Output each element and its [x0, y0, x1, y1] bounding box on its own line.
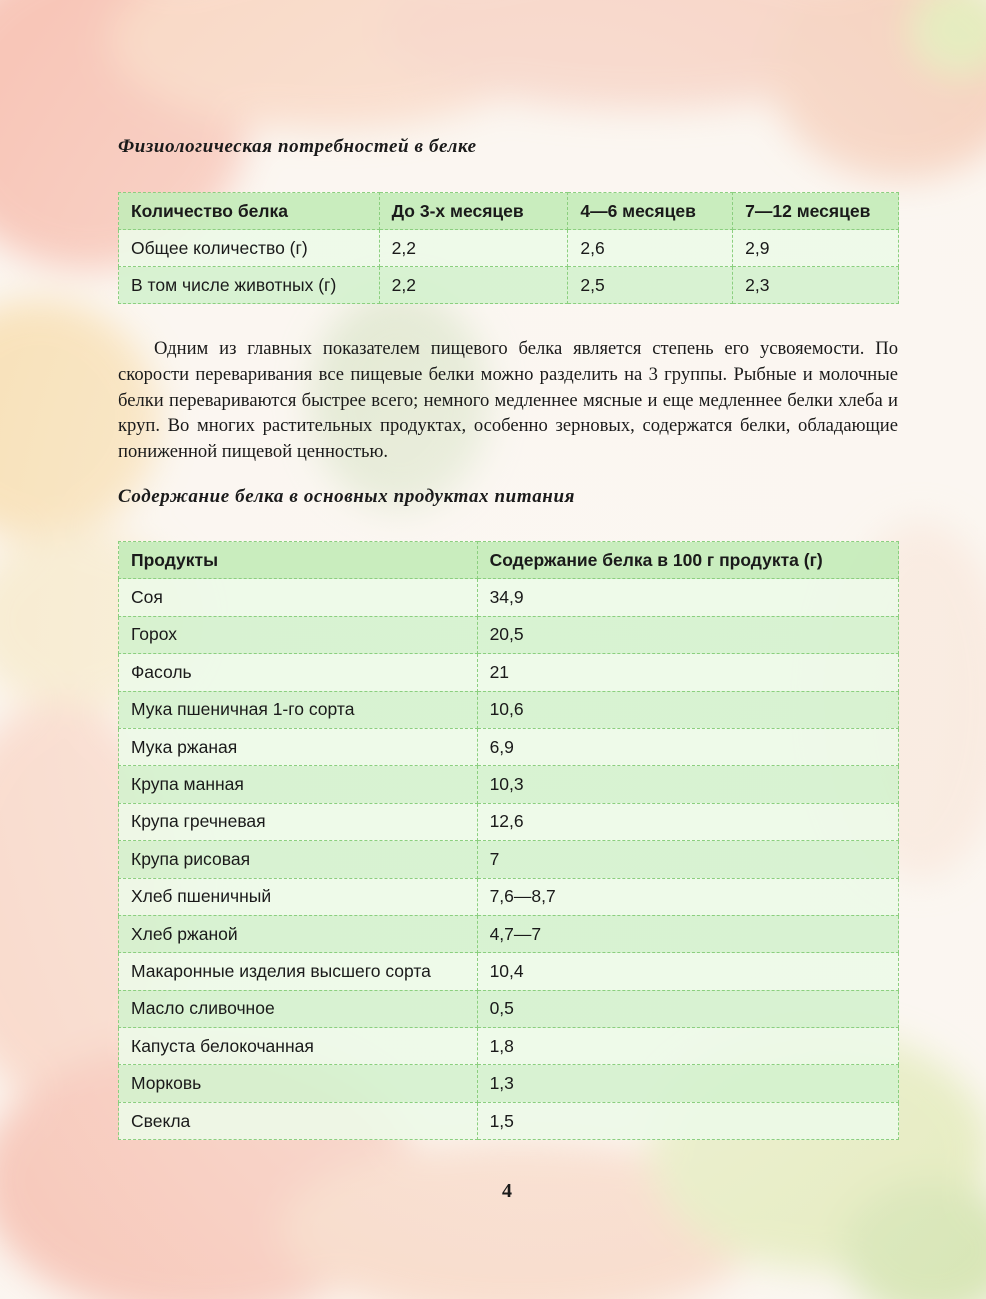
table-cell: 2,2	[379, 267, 568, 304]
column-header: Количество белка	[119, 193, 380, 230]
table-cell: 1,3	[477, 1065, 898, 1102]
table-cell: 1,8	[477, 1028, 898, 1065]
table-cell: 21	[477, 654, 898, 691]
table-cell: 7,6—8,7	[477, 878, 898, 915]
table-cell: 1,5	[477, 1102, 898, 1139]
table-row	[119, 691, 899, 728]
table-row	[119, 953, 899, 990]
table-cell: 10,3	[477, 766, 898, 803]
column-header: Продукты	[119, 542, 478, 579]
table-row	[119, 803, 899, 840]
table-cell: Фасоль	[119, 654, 478, 691]
table-cell: Мука ржаная	[119, 728, 478, 765]
column-header: 4—6 месяцев	[568, 193, 733, 230]
table-row	[119, 1028, 899, 1065]
table-row	[119, 267, 899, 304]
body-paragraph: Одним из главных показателем пищевого белка является степень его усвояемости. По скорости переваривания все пищевые белки можно разделить на 3 группы. Рыбные и молочные белки перевариваются быстрее всего; немного медленнее мясные и еще медленнее белки хлеба и круп. Во многих растительных продуктах, особенно зерновых, содержатся белки, обладающие пониженной пищевой ценностью.	[118, 338, 898, 463]
protein-needs-table	[118, 192, 899, 304]
table-cell: 34,9	[477, 579, 898, 616]
table-cell: Макаронные изделия высшего сорта	[119, 953, 478, 990]
column-header: До 3-х месяцев	[379, 193, 568, 230]
protein-content-table	[118, 541, 899, 1140]
table-cell: 6,9	[477, 728, 898, 765]
table-cell: 7	[477, 841, 898, 878]
table-row	[119, 728, 899, 765]
table-cell: В том числе животных (г)	[119, 267, 380, 304]
table-cell: Хлеб пшеничный	[119, 878, 478, 915]
table-row	[119, 579, 899, 616]
table-cell: 10,4	[477, 953, 898, 990]
table-row	[119, 1065, 899, 1102]
table-cell: Морковь	[119, 1065, 478, 1102]
column-header: 7—12 месяцев	[733, 193, 899, 230]
table-cell: Крупа рисовая	[119, 841, 478, 878]
table-cell: Хлеб ржаной	[119, 915, 478, 952]
table-cell: Свекла	[119, 1102, 478, 1139]
section-heading-protein-content: Содержание белка в основных продуктах питания	[118, 486, 576, 507]
table-cell: Мука пшеничная 1-го сорта	[119, 691, 478, 728]
table-row	[119, 616, 899, 653]
table-cell: 2,5	[568, 267, 733, 304]
table-row	[119, 654, 899, 691]
table-cell: Общее количество (г)	[119, 230, 380, 267]
table-cell: Крупа гречневая	[119, 803, 478, 840]
table-header-row	[119, 542, 899, 579]
table-header-row	[119, 193, 899, 230]
table-cell: Крупа манная	[119, 766, 478, 803]
table-row	[119, 878, 899, 915]
table-row	[119, 766, 899, 803]
table-cell: 10,6	[477, 691, 898, 728]
table-cell: 0,5	[477, 990, 898, 1027]
table-cell: 4,7—7	[477, 915, 898, 952]
table-row	[119, 841, 899, 878]
table-cell: 12,6	[477, 803, 898, 840]
table-row	[119, 915, 899, 952]
table-row	[119, 990, 899, 1027]
table-cell: 2,3	[733, 267, 899, 304]
table-cell: Капуста белокочанная	[119, 1028, 478, 1065]
table-row	[119, 230, 899, 267]
table-cell: Соя	[119, 579, 478, 616]
page-number: 4	[502, 1180, 512, 1202]
table-cell: Масло сливочное	[119, 990, 478, 1027]
table-cell: 20,5	[477, 616, 898, 653]
table-cell: 2,6	[568, 230, 733, 267]
column-header: Содержание белка в 100 г продукта (г)	[477, 542, 898, 579]
section-heading-protein-needs: Физиологическая потребностей в белке	[118, 136, 477, 157]
table-cell: 2,9	[733, 230, 899, 267]
table-cell: Горох	[119, 616, 478, 653]
table-cell: 2,2	[379, 230, 568, 267]
table-row	[119, 1102, 899, 1139]
